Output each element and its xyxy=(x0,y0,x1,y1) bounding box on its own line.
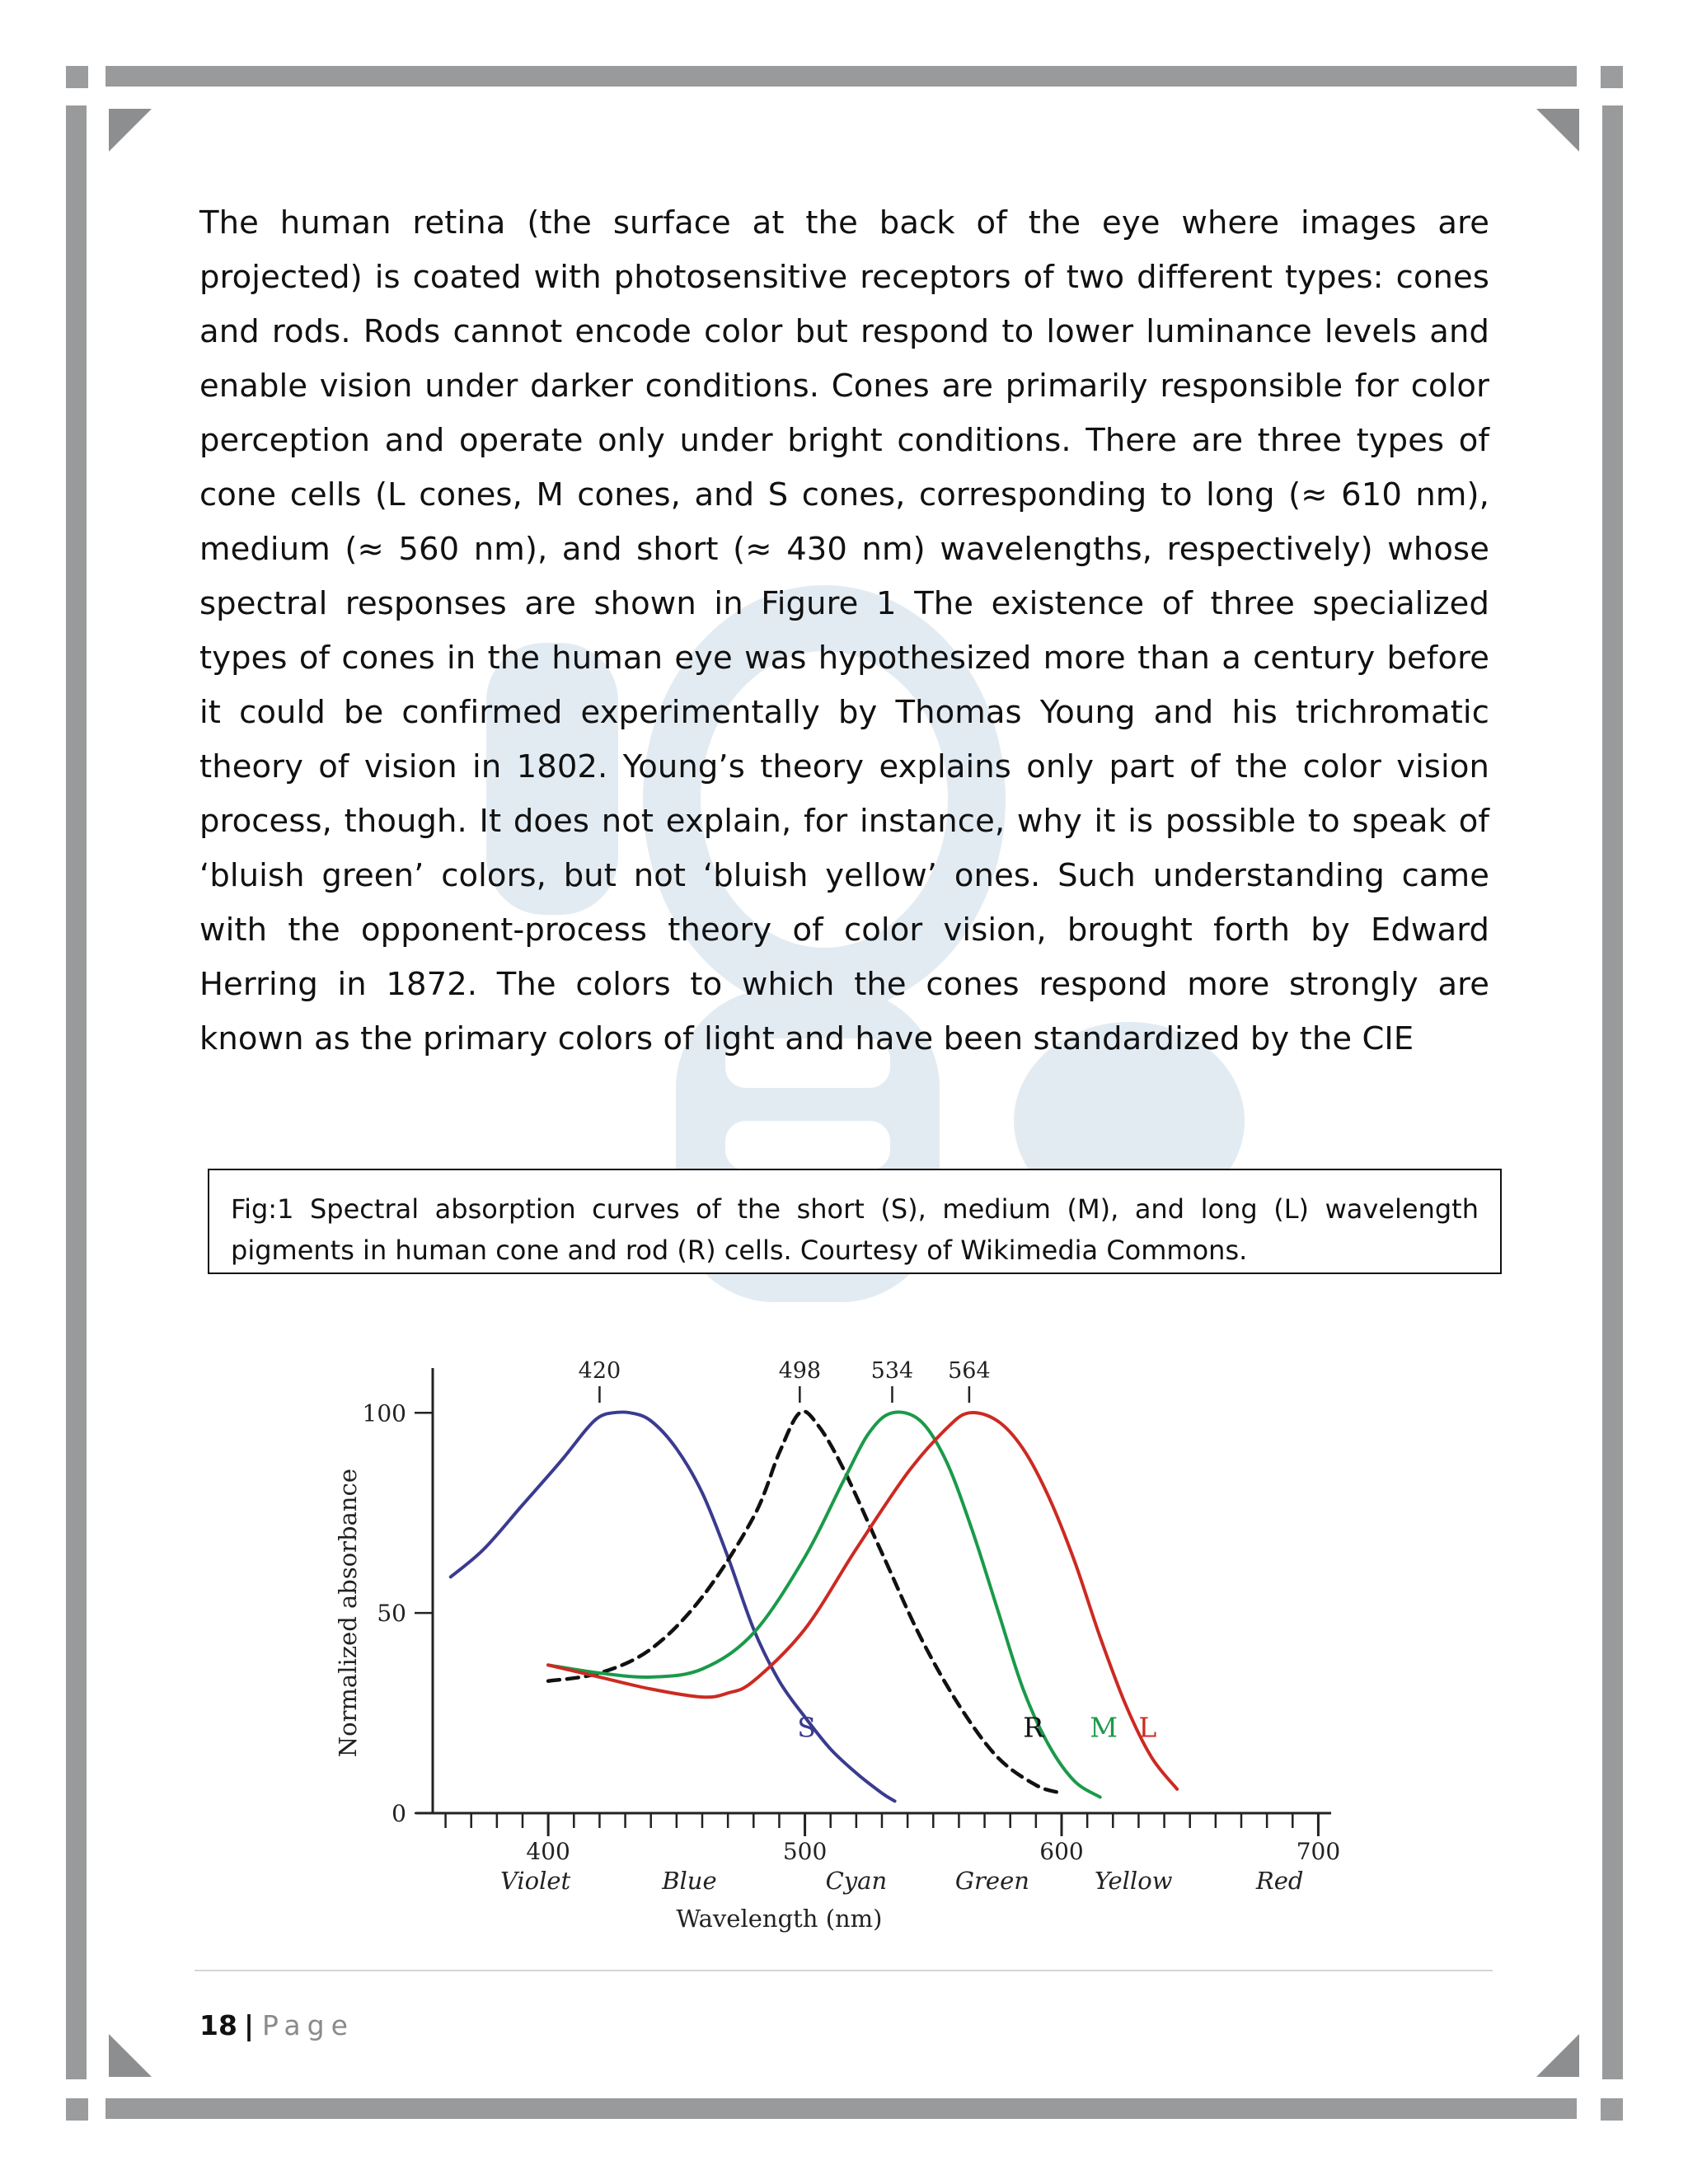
page-label: Page xyxy=(262,2009,354,2041)
body-paragraph: The human retina (the surface at the back of the eye where images are projected) is coated with photosensitive receptors of two different types: cones and rods. Rods cannot encode color but respond to lower luminance levels and enable vision under darker conditions. Cones are primarily responsible for color perception and operate only under bright conditions. There are three types of cone cells (L cones, M cones, and S cones, corresponding to long (≈ 610 nm), medium (≈ 560 nm), and short (≈ 430 nm) wavelengths, respectively) whose spectral responses are shown in Figure 1 The existence of three specialized types of cones in the human eye was hypothesized more than a century before it could be confirmed experimentally by Thomas Young and his trichromatic theory of vision in 1802. Young’s theory explains only part of the color vision process, though. It does not explain, for instance, why it is possible to speak of ‘bluish green’ colors, but not ‘bluish yellow’ ones. Such understanding came with the opponent-process theory of color vision, brought forth by Edward Herring in 1872. The colors to which the cones respond more strongly are known as the primary colors of light and have been standardized by the CIE xyxy=(199,204,1489,1057)
series-line-s xyxy=(451,1412,895,1801)
y-ticks xyxy=(363,1399,433,1827)
color-name-label: Violet xyxy=(499,1867,571,1895)
frame-triangle-top-left xyxy=(109,109,152,152)
peak-label: 534 xyxy=(870,1358,914,1384)
frame-triangle-bottom-right xyxy=(1536,2034,1579,2077)
spectral-absorption-chart xyxy=(321,1352,1418,1978)
y-tick-label: 50 xyxy=(377,1600,406,1628)
x-tick-label: 600 xyxy=(1039,1838,1084,1865)
y-axis-label: Normalized absorbance xyxy=(334,1469,362,1758)
y-tick-label: 100 xyxy=(362,1399,406,1427)
color-name-label: Blue xyxy=(662,1867,717,1895)
x-tick-label: 500 xyxy=(782,1838,828,1865)
frame-corner-top-right xyxy=(1601,66,1623,88)
color-name-label: Cyan xyxy=(825,1867,888,1895)
y-tick-label: 0 xyxy=(392,1800,406,1827)
peak-markers xyxy=(579,1358,991,1403)
peak-label: 420 xyxy=(578,1358,621,1384)
frame-triangle-bottom-left xyxy=(109,2034,152,2077)
series-labels xyxy=(797,1712,1156,1744)
color-name-label: Red xyxy=(1255,1867,1304,1895)
series-label-r: R xyxy=(1023,1711,1044,1744)
frame-left-bar xyxy=(66,105,87,2079)
color-name-label: Green xyxy=(954,1867,1029,1895)
series-line-l xyxy=(548,1413,1177,1789)
frame-bottom-bar xyxy=(106,2098,1577,2119)
x-minor-ticks xyxy=(446,1813,1319,1828)
footer-rule xyxy=(195,1970,1493,1971)
x-tick-label: 400 xyxy=(526,1838,570,1865)
series-label-l: L xyxy=(1138,1711,1157,1744)
peak-label: 498 xyxy=(778,1358,822,1384)
color-name-labels xyxy=(500,1867,1304,1895)
frame-right-bar xyxy=(1602,105,1623,2079)
page-number: 18 xyxy=(199,2009,237,2041)
frame-corner-bottom-right xyxy=(1601,2098,1623,2121)
series-label-m: M xyxy=(1090,1711,1118,1744)
frame-corner-bottom-left xyxy=(66,2098,88,2121)
frame-top-bar xyxy=(106,66,1577,87)
frame-corner-top-left xyxy=(66,66,88,88)
series-label-s: S xyxy=(797,1711,816,1744)
color-name-label: Yellow xyxy=(1094,1867,1173,1895)
footer-separator: | xyxy=(243,2009,254,2041)
x-axis-label: Wavelength (nm) xyxy=(676,1905,883,1933)
figure-caption: Fig:1 Spectral absorption curves of the short (S), medium (M), and long (L) wavelength pigments in human cone and rod (R) cells. Courtesy of Wikimedia Commons. xyxy=(231,1193,1479,1266)
frame-triangle-top-right xyxy=(1536,109,1579,152)
figure-caption-box xyxy=(208,1169,1502,1274)
page-footer xyxy=(199,2009,354,2042)
x-tick-label: 700 xyxy=(1296,1838,1341,1865)
chart-axes xyxy=(416,1368,1331,1813)
peak-label: 564 xyxy=(948,1358,991,1384)
